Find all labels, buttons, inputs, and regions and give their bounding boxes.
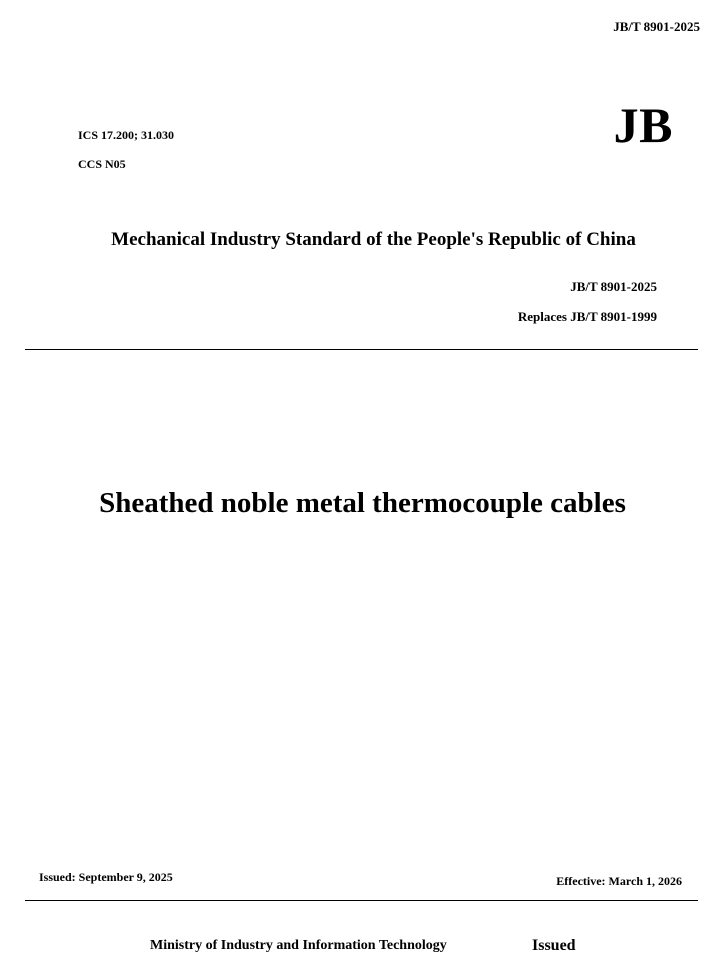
ccs-code: CCS N05 — [78, 157, 126, 171]
issued-label: Issued — [532, 937, 576, 954]
jb-logo: JB — [613, 97, 673, 153]
replaces-standard: Replaces JB/T 8901-1999 — [517, 309, 657, 324]
ics-code: ICS 17.200; 31.030 — [78, 128, 175, 142]
standard-title: Mechanical Industry Standard of the People's Republic of China — [111, 229, 636, 250]
document-title: Sheathed noble metal thermocouple cables — [99, 487, 626, 519]
issued-date: Issued: September 9, 2025 — [39, 870, 173, 884]
bottom-divider — [25, 900, 698, 901]
effective-date: Effective: March 1, 2026 — [556, 874, 682, 888]
issuing-authority: Ministry of Industry and Information Technology — [150, 938, 447, 953]
header-standard-code: JB/T 8901-2025 — [613, 19, 700, 34]
top-divider — [25, 349, 698, 350]
standard-number: JB/T 8901-2025 — [570, 279, 657, 294]
